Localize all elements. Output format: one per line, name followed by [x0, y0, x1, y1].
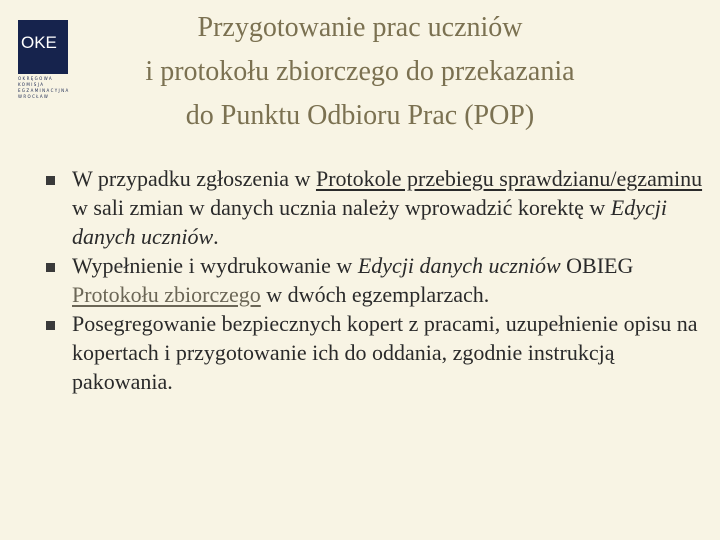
bullet-item	[46, 251, 706, 309]
logo-mark	[18, 20, 68, 74]
protocol-link[interactable]: Protokole przebiegu sprawdzianu/egzaminu	[315, 166, 703, 191]
bullet-emphasis: Edycji danych uczniów	[72, 195, 667, 249]
bullet-text	[72, 164, 706, 251]
logo-sub-line: EGZAMINACYJNA	[18, 88, 70, 93]
square-bullet-icon	[46, 176, 55, 185]
title-line-2: i protokołu zbiorczego do przekazania	[145, 56, 575, 87]
bullet-text-part: Wypełnienie i wydrukowanie w	[72, 253, 358, 278]
oke-logo	[18, 20, 68, 102]
logo-mark-text: OKE	[21, 33, 57, 52]
logo-sub-line: WROCŁAW	[18, 94, 50, 99]
logo-sub-line: OKRĘGOWA	[18, 76, 53, 81]
bullet-text-part: W przypadku zgłoszenia w	[72, 166, 316, 191]
summary-protocol-link[interactable]: Protokołu zbiorczego	[72, 282, 261, 307]
slide-title	[70, 6, 650, 138]
bullet-text-part: w dwóch egzemplarzach.	[260, 282, 490, 307]
bullet-item	[46, 164, 706, 251]
logo-subtitle	[18, 76, 68, 100]
bullet-text-part: .	[213, 224, 219, 249]
bullet-text	[72, 251, 706, 309]
square-bullet-icon	[46, 263, 55, 272]
bullet-text: Posegregowanie bezpiecznych kopert z pracami, uzupełnienie opisu na kopertach i przygotowanie ich do oddania, zgodnie instrukcją pakowania.	[72, 311, 698, 394]
bullet-list	[46, 164, 706, 396]
bullet-item	[46, 309, 706, 396]
bullet-text-part: w sali zmian w danych ucznia należy wprowadzić korektę w	[72, 195, 611, 220]
bullet-emphasis: Edycji danych uczniów	[357, 253, 561, 278]
square-bullet-icon	[46, 321, 55, 330]
title-line-3: do Punktu Odbioru Prac (POP)	[185, 100, 535, 131]
logo-sub-line: KOMISJA	[18, 82, 45, 87]
title-line-1: Przygotowanie prac uczniów	[197, 12, 523, 43]
bullet-text-part: OBIEG	[560, 253, 634, 278]
